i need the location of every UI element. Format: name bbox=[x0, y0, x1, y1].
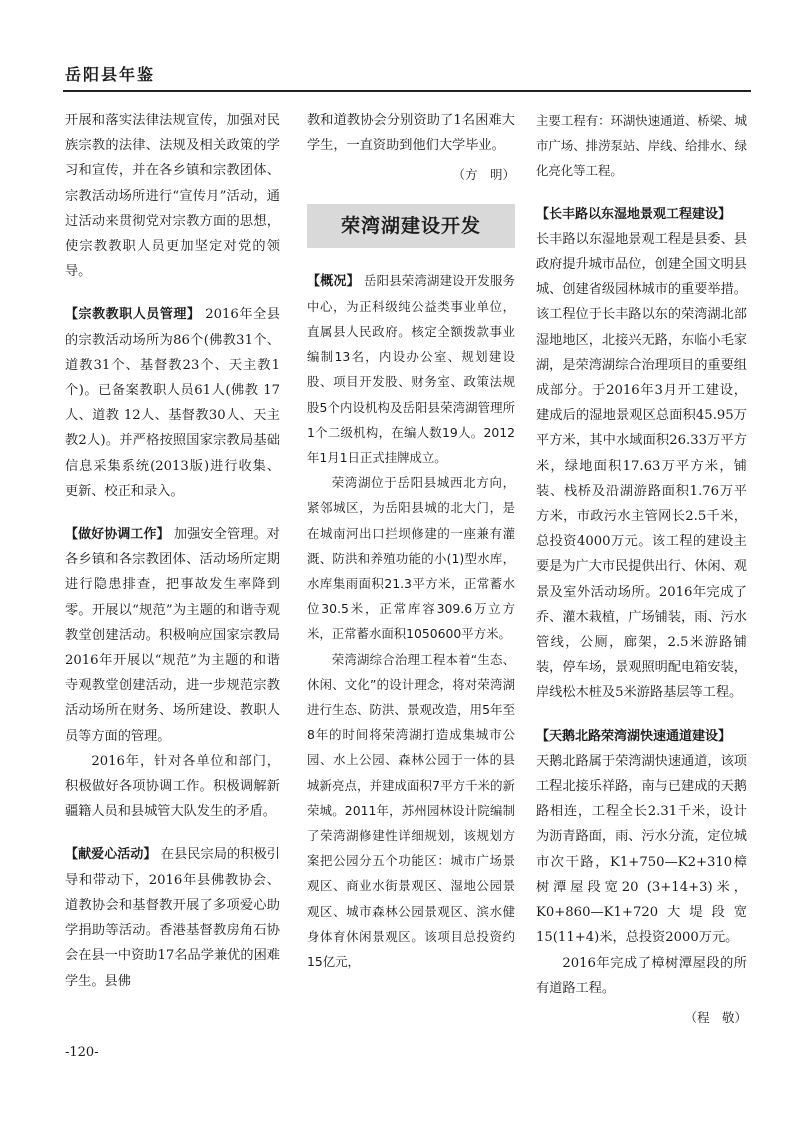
section-text: 2016年全县的宗教活动场所为86个(佛教31个、道教31个、基督教23个、天主教1个)。已备案教职人员61人(佛教 17人、道教 12人、基督教30人、天主教2人)。并严格按照国家宗教局基础信息采集系统(2013版)进行收集、更新、校正和录入。 bbox=[65, 307, 280, 499]
author-signature: （方 明） bbox=[452, 167, 515, 183]
column-2 bbox=[307, 108, 515, 974]
section-heading: 【献爱心活动】 bbox=[65, 847, 157, 863]
paragraph: 2016年完成了樟树潭屋段的所有道路工程。 bbox=[536, 955, 747, 996]
section-text: 在县民宗局的积极引导和带动下，2016年县佛教协会、道教协会和基督教开展了多项爱心助学捐助等活动。香港基督教房角石协会在县一中资助17名品学兼优的困难学生。县佛 bbox=[65, 847, 280, 989]
section-text: 加强安全管理。对各乡镇和各宗教团体、活动场所定期进行隐患排查，把事故发生率降到零。开展以“规范”为主题的和谐寺观教堂创建活动。积极响应国家宗教局2016年开展以“规范”为主题的和谐寺观教堂创建活动，进一步规范宗教活动场所在财务、场所建设、教职人员等方面的管理。 bbox=[65, 527, 280, 744]
section-religious-staff bbox=[65, 302, 280, 504]
running-header: 岳阳县年鉴 bbox=[65, 65, 156, 84]
section-heading: 【宗教教职人员管理】 bbox=[65, 307, 201, 323]
column-2-body bbox=[307, 268, 515, 975]
section-text: 天鹅北路属于荣湾湖快速通道，该项工程北接乐祥路，南与已建成的天鹅路相连，工程全长2.31千米，设计为沥青路面，雨、污水分流，定位城市次干路，K1+750—K2+310樟树潭屋段宽20 (3+14+3)米，K0+860—K1+720大堤段宽15(11+4)米，总投资2000万元。 bbox=[536, 753, 747, 946]
section-wetland-heading bbox=[536, 202, 747, 227]
column-1 bbox=[65, 108, 280, 994]
column-3 bbox=[536, 108, 747, 1030]
section-text: 长丰路以东湿地景观工程是县委、县政府提升城市品位，创建全国文明县城、创建省级园林城市的重要举措。该工程位于长丰路以东的荣湾湖北部湿地地区，北接兴无路，东临小毛家湖，是荣湾湖综合治理项目的重要组成部分。于2016年3月开工建设，建成后的湿地景观区总面积45.95万平方米，其中水域面积26.33万平方米，绿地面积17.63万平方米，铺装、栈桥及沿湖游路面积1.76万平方米，市政污水主管网长2.5千米，总投资4000万元。该工程的建设主要是为广大市民提供出行、休闲、观景及室外活动场所。2016年完成了乔、灌木栽植，广场铺装，雨、污水管线，公厕，廊架，2.5米游路铺装，停车场，景观照明配电箱安装，岸线松木桩及5米游路基层等工程。 bbox=[536, 231, 747, 701]
paragraph: 开展和落实法律法规宣传，加强对民族宗教的法律、法规及相关政策的学习和宣传，并在各乡镇和宗教团体、宗教活动场所进行“宣传月”活动，通过活动来贯彻党对宗教方面的思想，使宗教教职人员更加坚定对党的领导。 bbox=[65, 113, 280, 280]
paragraph: 荣湾湖位于岳阳县城西北方向，紧邻城区，为岳阳县城的北大门，是在城南河出口拦坝修建的一座兼有灌溉、防洪和养殖功能的小(1)型水库，水库集雨面积21.3平方米，正常蓄水位30.5米，正常库容309.6万立方米，正常蓄水面积1050600平方米。 bbox=[307, 475, 515, 642]
section-overview bbox=[307, 268, 515, 471]
paragraph: 荣湾湖综合治理工程本着“生态、休闲、文化”的设计理念，将对荣湾湖进行生态、防洪、景观改造，用5年至8年的时间将荣湾湖打造成集城市公园、水上公园、森林公园于一体的县城新亮点，并建成面积7平方千米的新荣城。2011年，苏州园林设计院编制了荣湾湖修建性详细规划，该规划方案把公园分五个功能区：城市广场景观区、商业水街景观区、湿地公园景观区、城市森林公园景观区、滨水健身体育休闲景观区。该项目总投资约15亿元， bbox=[307, 651, 515, 970]
section-road-heading bbox=[536, 724, 747, 749]
section-heading: 【概况】 bbox=[307, 273, 360, 289]
section-charity bbox=[65, 842, 280, 993]
section-heading: 【长丰路以东湿地景观工程建设】 bbox=[536, 206, 732, 222]
chapter-banner: 荣湾湖建设开发 bbox=[307, 204, 515, 248]
paragraph: 教和道教协会分别资助了1名困难大学生，一直资助到他们大学毕业。 bbox=[307, 113, 515, 154]
author-signature: （程 敬） bbox=[684, 1009, 747, 1025]
header-rule bbox=[63, 90, 751, 92]
section-text: 岳阳县荣湾湖建设开发服务中心，为正科级纯公益类事业单位，直属县人民政府。核定全额拨款事业编制13名，内设办公室、规划建设股、项目开发股、财务室、政策法规股5个内设机构及岳阳县荣湾湖管理所1个二级机构，在编人数19人。2012年1月1日正式挂牌成立。 bbox=[307, 272, 515, 466]
page-number: -120- bbox=[65, 1045, 99, 1060]
paragraph: 2016年，针对各单位和部门，积极做好各项协调工作。积极调解新疆籍人员和县城管大队发生的矛盾。 bbox=[65, 753, 280, 820]
section-coordination bbox=[65, 522, 280, 749]
paragraph: 主要工程有：环湖快速通道、桥梁、城市广场、排涝泵站、岸线、给排水、绿化亮化等工程。 bbox=[536, 113, 747, 179]
section-heading: 【做好协调工作】 bbox=[65, 527, 170, 543]
section-heading: 【天鹅北路荣湾湖快速通道建设】 bbox=[536, 728, 732, 744]
